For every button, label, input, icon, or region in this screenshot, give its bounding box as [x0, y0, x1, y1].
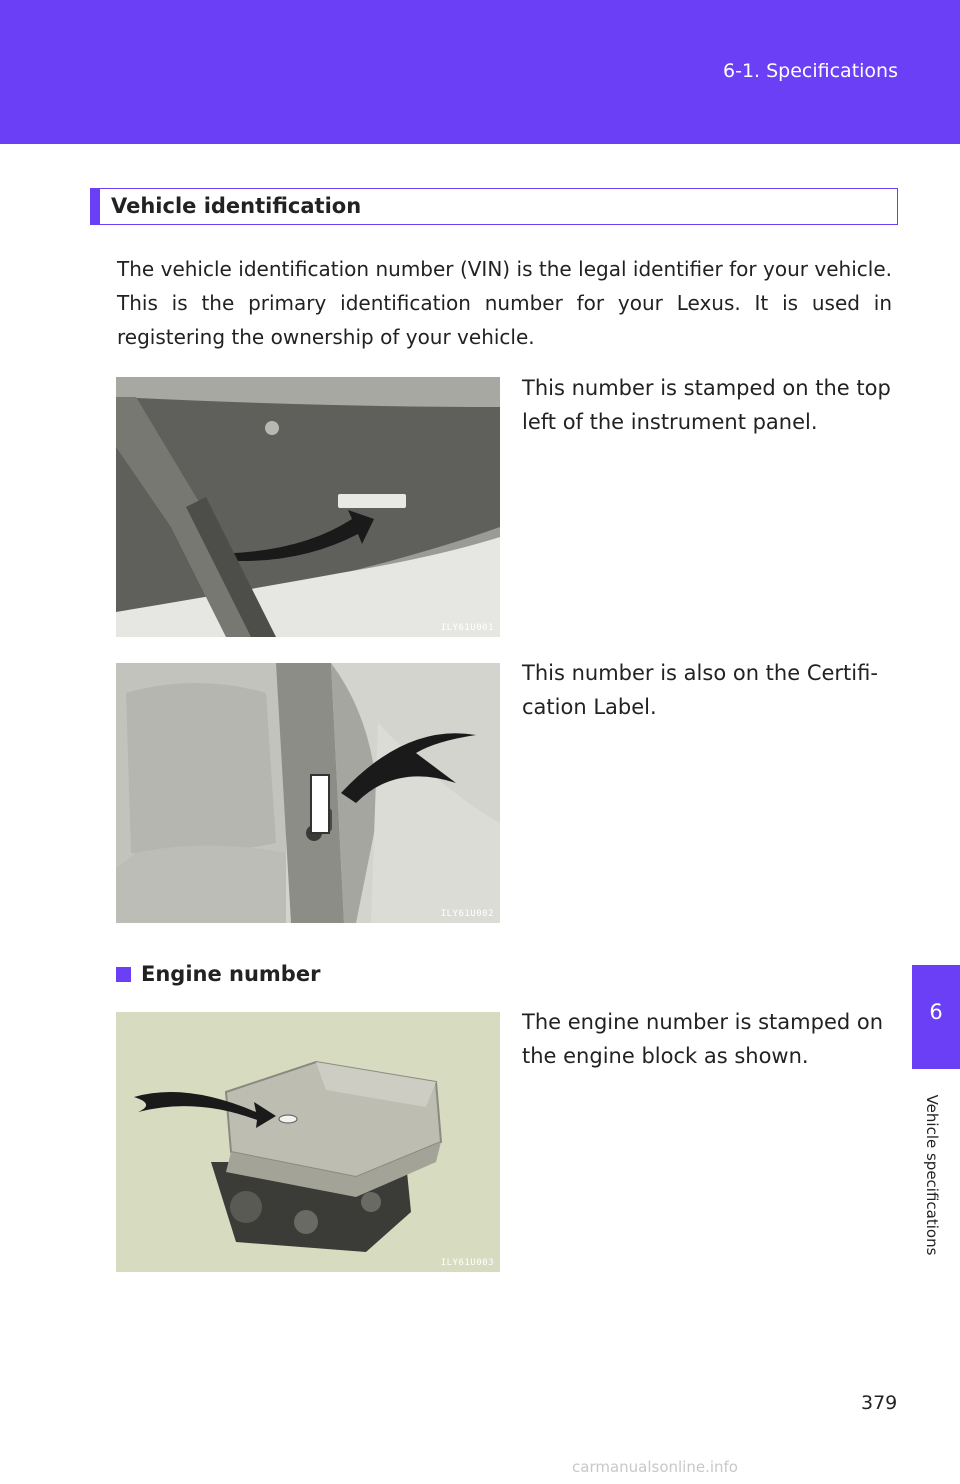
chapter-side-tab: [912, 965, 960, 1069]
figure-caption: The engine number is stamped on the engine block as shown.: [522, 1010, 884, 1068]
figure-engine-block: [116, 1012, 500, 1272]
figure-certification-label: [116, 663, 500, 923]
figure-caption: This number is also on the Certifi-cation Label.: [522, 661, 878, 719]
section-heading-bar: [90, 188, 898, 225]
bullet-square-icon: [116, 967, 131, 982]
figure-code: ILY61U002: [440, 909, 494, 919]
instrument-panel-illustration: [116, 377, 500, 637]
section-title: Vehicle identification: [111, 194, 362, 218]
figure-instrument-panel: [116, 377, 500, 637]
engine-illustration: [116, 1012, 500, 1272]
figure-code: ILY61U001: [440, 623, 494, 633]
page-number: 379: [861, 1392, 898, 1414]
chapter-side-label: Vehicle specifications: [923, 1094, 941, 1256]
figure-code: ILY61U003: [440, 1258, 494, 1268]
chapter-title: 6-1. Specifications: [723, 60, 898, 82]
watermark: carmanualsonline.info: [572, 1458, 738, 1476]
chapter-number: 6: [929, 1000, 943, 1024]
subheading-engine-number: [116, 962, 320, 986]
intro-paragraph: The vehicle identification number (VIN) is the legal identifier for your vehicle. This is the primary identification number for your Lexus. It is used in registering the ownership of your vehicle.: [117, 257, 892, 349]
section-accent-mark: [90, 188, 100, 225]
door-pillar-illustration: [116, 663, 500, 923]
subheading-text: Engine number: [141, 962, 321, 986]
figure-caption: This number is stamped on the top left of the instrument panel.: [522, 376, 891, 434]
page-header-band: [0, 0, 960, 144]
